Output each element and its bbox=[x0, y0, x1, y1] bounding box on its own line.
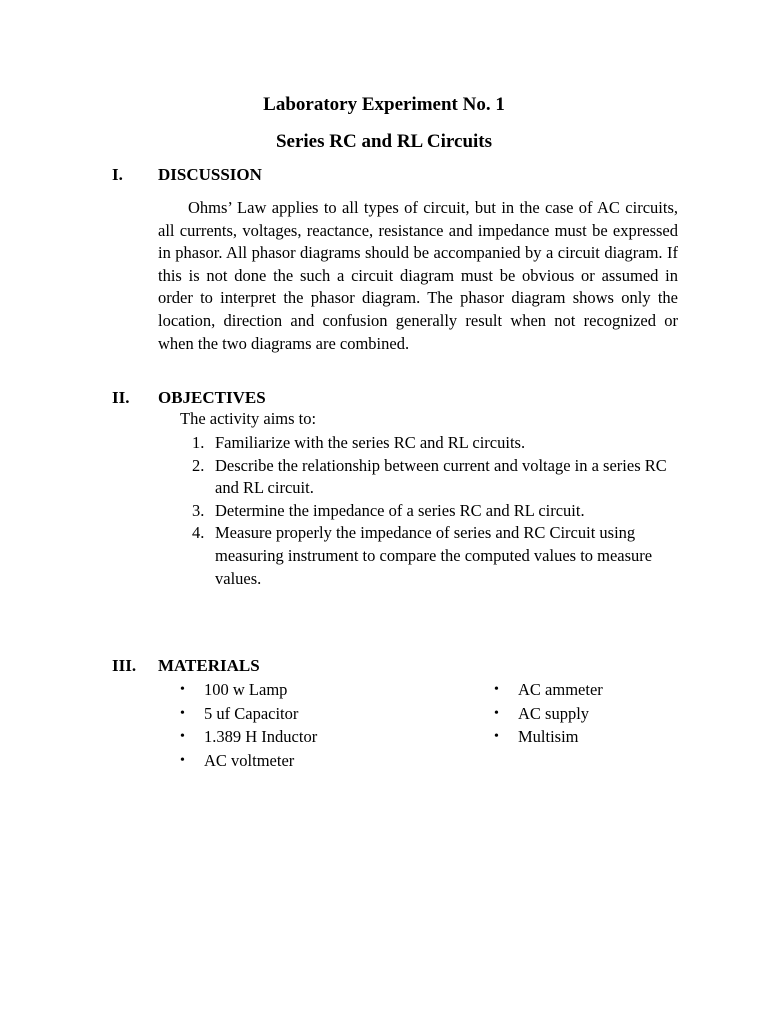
list-item bbox=[180, 702, 317, 726]
list-item-text: 1.389 H Inductor bbox=[204, 727, 318, 747]
list-item-text: Determine the impedance of a series RC and RL circuit. bbox=[215, 500, 585, 520]
objectives-list bbox=[180, 432, 680, 590]
list-item-text: Familiarize with the series RC and RL circuits. bbox=[215, 433, 526, 452]
list-item bbox=[180, 455, 680, 500]
list-item-number: 3. bbox=[192, 500, 205, 520]
list-item-text: Multisim bbox=[518, 727, 579, 747]
discussion-paragraph: Ohms’ Law applies to all types of circuit, but in the case of AC circuits, all currents, voltages, reactance, resistance and impedance must be expressed in phasor. All phasor diagrams should be accompanied by a circuit diagram. If this is not done the such a circuit diagram must be obvious or assumed in order to interpret the phasor diagram. The phasor diagram shows only the location, direction and confusion generally result when not recognized or when the two diagrams are combined. bbox=[158, 198, 678, 353]
list-item bbox=[180, 432, 680, 455]
section-number-objectives: II. bbox=[112, 388, 130, 407]
list-item bbox=[180, 522, 680, 590]
bullet-icon: • bbox=[180, 753, 185, 769]
list-item-text: AC supply bbox=[518, 703, 590, 723]
list-item-number: 1. bbox=[192, 433, 205, 452]
list-item-text: Describe the relationship between current and voltage in a series RC and RL circuit. bbox=[215, 455, 667, 498]
list-item-text: AC voltmeter bbox=[204, 751, 295, 771]
list-item bbox=[180, 678, 317, 702]
list-item-number: 2. bbox=[192, 455, 205, 475]
list-item-text: AC ammeter bbox=[518, 680, 603, 699]
list-item bbox=[494, 702, 603, 726]
list-item bbox=[494, 678, 603, 702]
list-item-text: Measure properly the impedance of series and RC Circuit using measuring instrument to compare the computed values to measure values. bbox=[215, 523, 653, 588]
document-subtitle: Series RC and RL Circuits bbox=[275, 131, 493, 152]
list-item-number: 4. bbox=[192, 523, 205, 543]
bullet-icon: • bbox=[494, 729, 499, 745]
section-number-discussion: I. bbox=[112, 165, 123, 184]
section-heading-objectives: OBJECTIVES bbox=[158, 388, 266, 407]
section-number-materials: III. bbox=[112, 656, 137, 675]
bullet-icon: • bbox=[494, 682, 499, 697]
list-item-text: 5 uf Capacitor bbox=[204, 703, 299, 723]
bullet-icon: • bbox=[494, 705, 499, 721]
materials-list-left bbox=[180, 678, 317, 773]
bullet-icon: • bbox=[180, 682, 185, 697]
section-heading-materials: MATERIALS bbox=[158, 656, 260, 675]
objectives-intro: The activity aims to: bbox=[180, 409, 317, 428]
list-item-text: 100 w Lamp bbox=[204, 680, 288, 699]
list-item bbox=[180, 500, 680, 523]
section-heading-discussion: DISCUSSION bbox=[158, 165, 262, 184]
bullet-icon: • bbox=[180, 705, 185, 721]
list-item bbox=[180, 725, 317, 749]
materials-list-right bbox=[494, 678, 603, 749]
list-item bbox=[494, 725, 603, 749]
document-title: Laboratory Experiment No. 1 bbox=[263, 94, 505, 115]
list-item bbox=[180, 749, 317, 773]
bullet-icon: • bbox=[180, 729, 185, 745]
